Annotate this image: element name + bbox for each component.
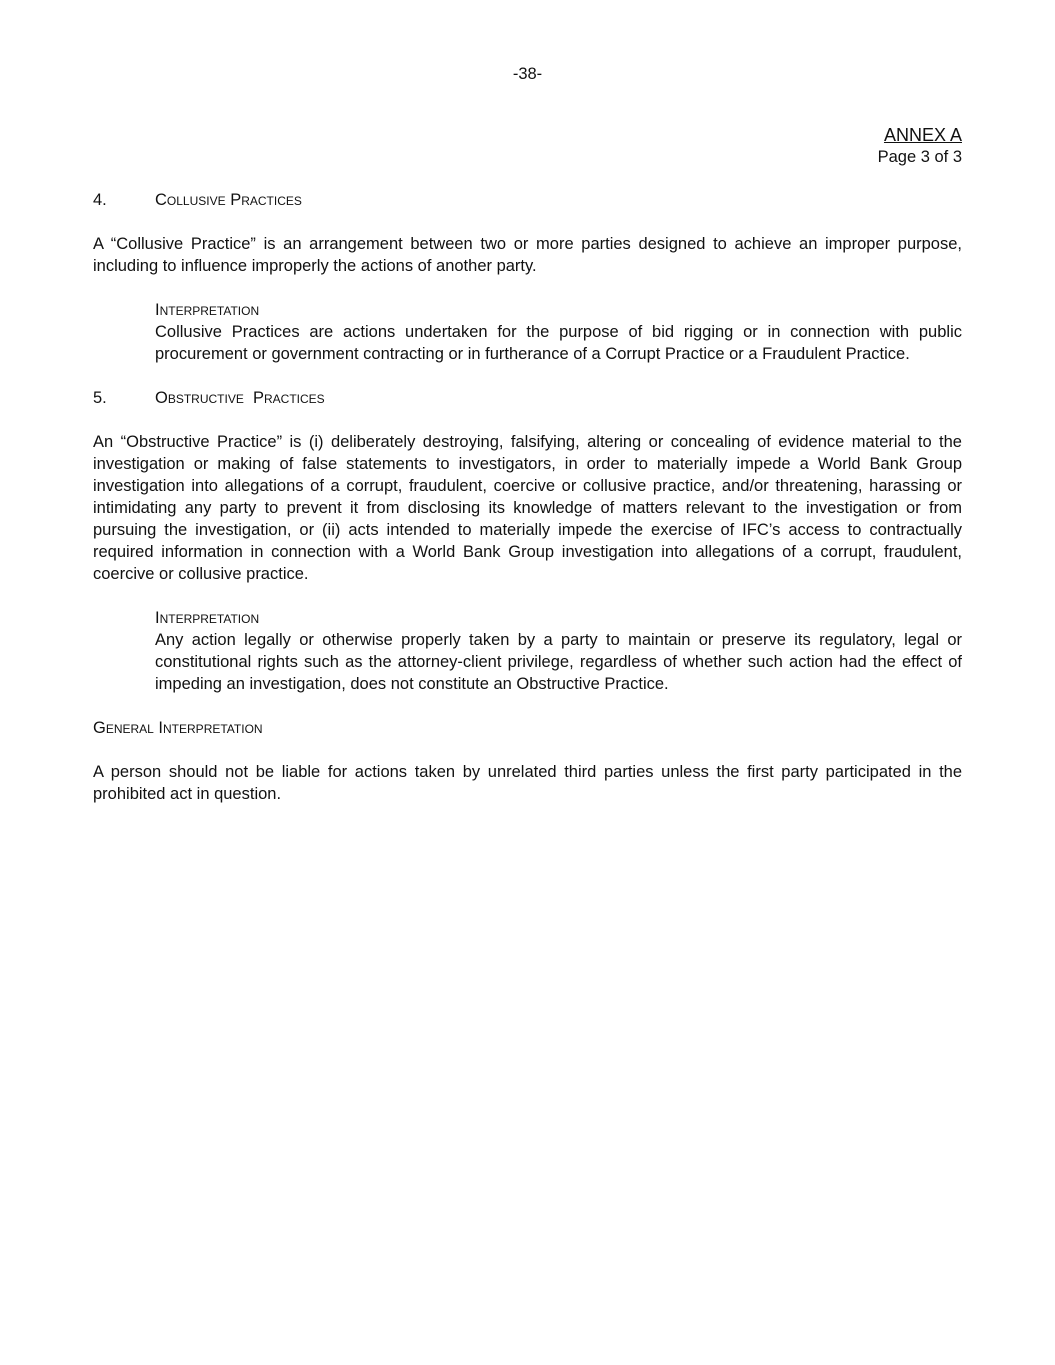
annex-page-indicator: Page 3 of 3	[877, 148, 962, 166]
obstructive-interpretation-text: Any action legally or otherwise properly taken by a party to maintain or preserve its regulatory, legal or constitutional rights such as the attorney-client privilege, regardless of whether such action had the effect of impeding an investigation, does not constitute an Obstructive Practice.	[155, 631, 962, 693]
section-4-heading	[93, 189, 962, 211]
obstructive-interpretation	[155, 607, 962, 695]
general-interpretation-text: A person should not be liable for actions taken by unrelated third parties unless the first party participated in the prohibited act in question.	[93, 763, 962, 803]
obstructive-interpretation-label: Interpretation	[155, 609, 260, 627]
collusive-interpretation-label: Interpretation	[155, 301, 260, 319]
annex-header	[878, 124, 962, 168]
collusive-practice-definition: A “Collusive Practice” is an arrangement between two or more parties designed to achieve an improper purpose, including to influence improperly the actions of another party.	[93, 235, 962, 275]
collusive-interpretation-text: Collusive Practices are actions undertaken for the purpose of bid rigging or in connection with public procurement or government contracting or in furtherance of a Corrupt Practice or a Fraudulent Practice.	[155, 323, 962, 363]
section-4-number: 4.	[93, 191, 107, 209]
document-body	[93, 189, 962, 805]
section-5-title: Obstructive Practices	[155, 389, 325, 407]
obstructive-practice-definition: An “Obstructive Practice” is (i) deliberately destroying, falsifying, altering or concealing of evidence material to the investigation or making of false statements to investigators, in order to materially impede a World Bank Group investigation into allegations of a corrupt, fraudulent, coercive or collusive practice, and/or threatening, harassing or intimidating any party to prevent it from disclosing its knowledge of matters relevant to the investigation or from pursuing the investigation, or (ii) acts intended to materially impede the exercise of IFC’s access to contractually required information in connection with a World Bank Group investigation into allegations of a corrupt, fraudulent, coercive or collusive practice.	[93, 433, 962, 583]
page-number: -38-	[512, 65, 543, 83]
section-5-heading	[93, 387, 962, 409]
general-interpretation-title: General Interpretation	[93, 719, 263, 737]
annex-title: ANNEX A	[883, 125, 962, 145]
section-5-number: 5.	[93, 389, 107, 407]
section-4-title: Collusive Practices	[155, 191, 302, 209]
collusive-interpretation	[155, 299, 962, 365]
general-interpretation-heading	[93, 717, 962, 739]
